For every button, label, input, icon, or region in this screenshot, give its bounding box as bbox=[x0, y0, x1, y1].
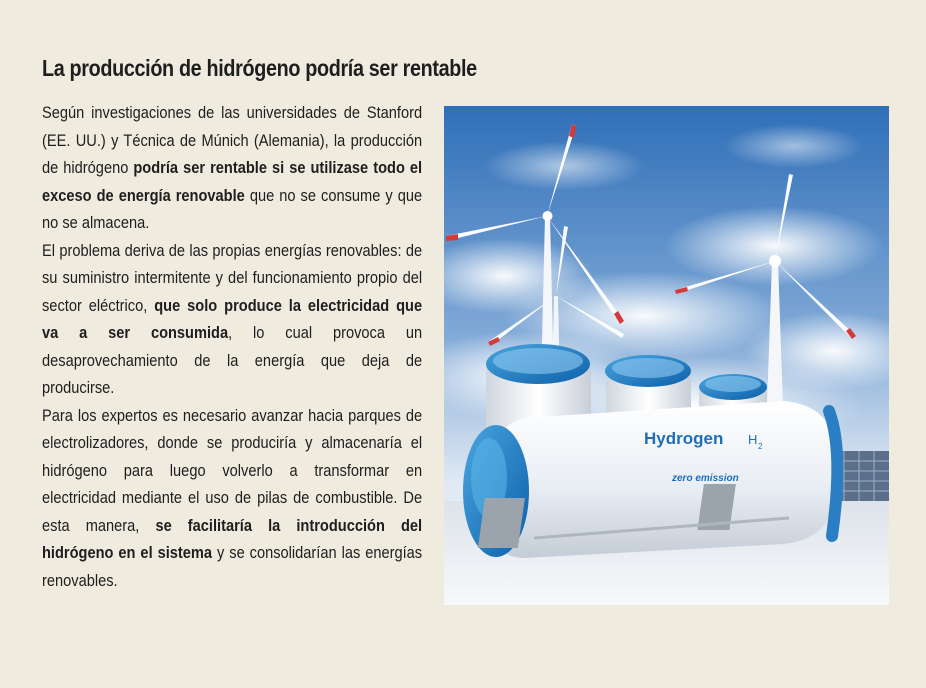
text-run: que no se consume y que no se almacena. bbox=[42, 185, 423, 232]
paragraph bbox=[42, 402, 422, 595]
bold-text-run: podría ser rentable si se utilizase todo el exceso de energía renovable bbox=[42, 158, 423, 205]
text-run: Según investigaciones de las universidades de Stanford (EE. UU.) y Técnica de Múnich (Alemania), la producción de hidrógeno bbox=[42, 103, 423, 177]
paragraph bbox=[42, 237, 422, 402]
article-body bbox=[42, 99, 422, 594]
tank-formula-subscript: 2 bbox=[758, 442, 763, 451]
text-run: El problema deriva de las propias energías renovables: de su suministro intermitente y del funcionamiento propio del sector eléctrico, bbox=[42, 240, 423, 315]
bold-text-run: se facilitaría la introducción del hidrógeno en el sistema bbox=[42, 515, 423, 562]
hydrogen-tank bbox=[463, 401, 837, 558]
paragraph bbox=[42, 99, 422, 237]
bold-text-run: que solo produce la electricidad que va a ser consumida bbox=[42, 295, 423, 342]
tank-label: Hydrogen bbox=[644, 429, 724, 448]
tank-tagline: zero emission bbox=[672, 473, 739, 484]
text-run: , lo cual provoca un desaprovechamiento de la energía que deja de producirse. bbox=[42, 323, 423, 397]
text-run: y se consolidarían las energías renovables. bbox=[42, 543, 423, 590]
tank-formula: H bbox=[748, 432, 758, 447]
text-run: Para los expertos es necesario avanzar hacia parques de electrolizadores, donde se produciría y almacenaría el hidrógeno para luego volverlo a transformar en electricidad mediante el uso de pilas de combustible. De esta manera, bbox=[42, 405, 423, 535]
hydrogen-tank-photo bbox=[444, 106, 889, 605]
article-title: La producción de hidrógeno podría ser rentable bbox=[42, 55, 477, 82]
